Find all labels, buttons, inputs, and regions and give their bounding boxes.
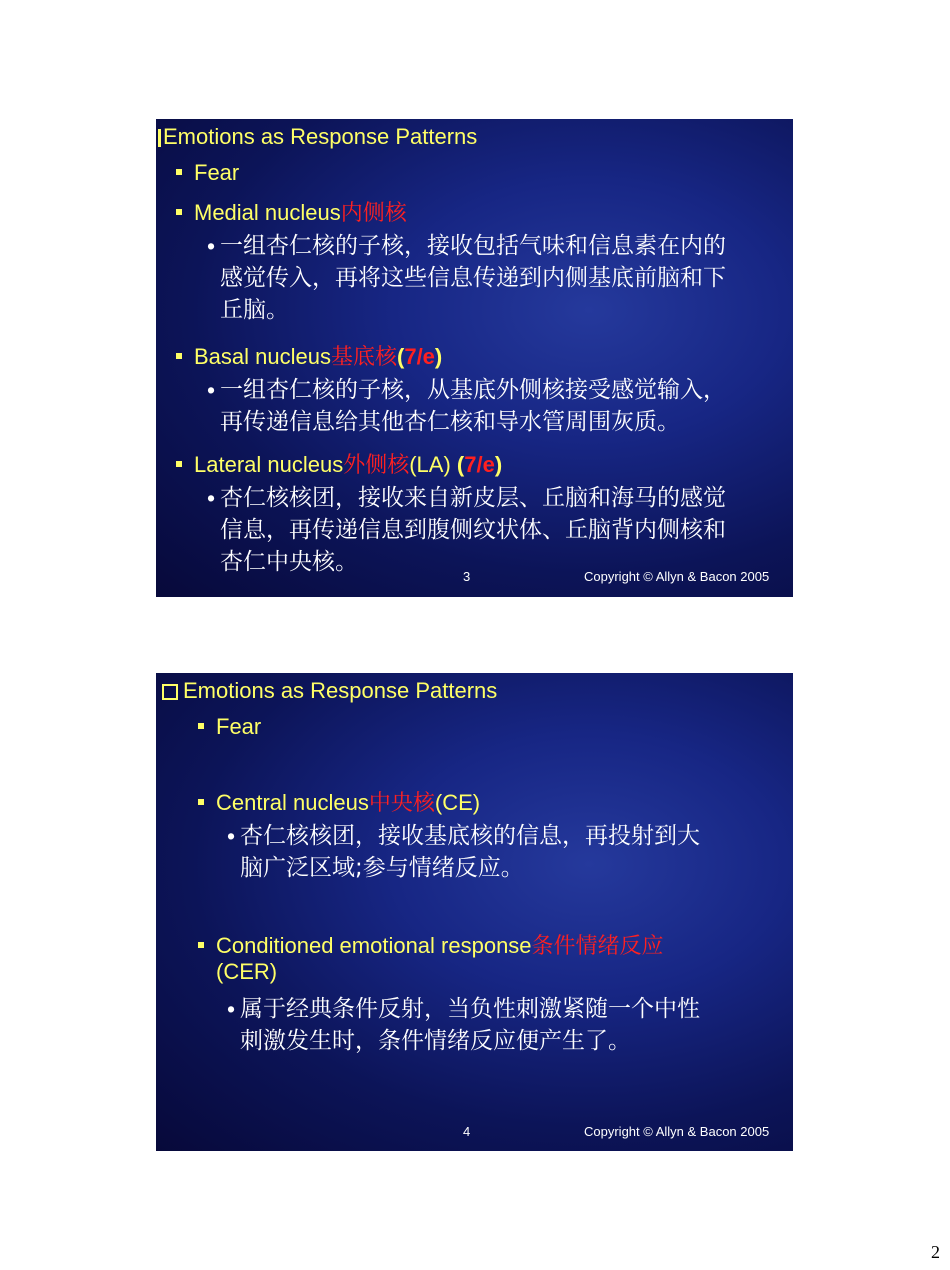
medial-zh: 内侧核 [340, 200, 407, 225]
checkbox-bullet-icon [162, 684, 178, 700]
bullet-fear [198, 714, 261, 740]
desc-line: 再传递信息给其他杏仁核和导水管周围灰质。 [220, 409, 680, 435]
desc-line: 脑广泛区域;参与情绪反应。 [240, 855, 524, 881]
paren: ) [494, 452, 503, 477]
dot-bullet-icon: • [207, 485, 216, 511]
square-bullet-icon [176, 169, 182, 175]
copyright: Copyright © Allyn & Bacon 2005 [584, 1124, 770, 1139]
bullet-bar-icon [158, 129, 161, 147]
dot-bullet-icon: • [227, 996, 236, 1022]
square-bullet-icon [198, 942, 204, 948]
central-abbr: (CE) [434, 790, 481, 815]
edition-ref: 7/e [404, 344, 435, 369]
central-en: Central nucleus [216, 790, 369, 815]
paren: ) [434, 344, 443, 369]
desc-line: 一组杏仁核的子核，从基底外侧核接受感觉输入， [220, 377, 726, 403]
lateral-abbr: (LA) [409, 452, 457, 477]
slide-title-text: Emotions as Response Patterns [183, 678, 498, 703]
desc-line: 一组杏仁核的子核，接收包括气味和信息素在内的 [220, 233, 726, 259]
bullet-central-nucleus [198, 786, 480, 817]
medial-description [207, 230, 726, 326]
cer-abbr: (CER) [216, 959, 278, 984]
basal-zh: 基底核 [330, 344, 397, 369]
desc-line: 感觉传入，再将这些信息传递到内侧基底前脑和下 [220, 265, 726, 291]
bullet-medial-nucleus [176, 196, 407, 227]
cer-en: Conditioned emotional response [216, 933, 532, 958]
slide-number: 4 [463, 1124, 471, 1139]
desc-line: 杏仁核核团，接收基底核的信息，再投射到大 [240, 823, 700, 849]
desc-line: 信息，再传递信息到腹侧纹状体、丘脑背内侧核和 [220, 517, 726, 543]
desc-line: 刺激发生时，条件情绪反应便产生了。 [240, 1028, 631, 1054]
desc-line: 属于经典条件反射，当负性刺激紧随一个中性 [240, 996, 700, 1022]
lateral-en: Lateral nucleus [194, 452, 344, 477]
medial-en: Medial nucleus [194, 200, 341, 225]
bullet-cer [198, 929, 664, 960]
bullet-basal-nucleus [176, 340, 442, 371]
desc-line: 杏仁中央核。 [220, 549, 358, 575]
basal-en: Basal nucleus [194, 344, 331, 369]
square-bullet-icon [176, 461, 182, 467]
lateral-zh: 外侧核 [343, 452, 410, 477]
dot-bullet-icon: • [227, 823, 236, 849]
slide-title [162, 678, 497, 704]
edition-ref: 7/e [464, 452, 495, 477]
slide-title-text: Emotions as Response Patterns [163, 124, 478, 149]
square-bullet-icon [176, 353, 182, 359]
slide-title [158, 124, 477, 150]
dot-bullet-icon: • [207, 377, 216, 403]
slide-4 [156, 673, 793, 1151]
basal-description [207, 374, 726, 438]
dot-bullet-icon: • [207, 233, 216, 259]
square-bullet-icon [198, 723, 204, 729]
page-number: 2 [931, 1242, 940, 1262]
central-zh: 中央核 [368, 790, 435, 815]
slide-number: 3 [463, 569, 471, 584]
cer-zh: 条件情绪反应 [531, 933, 664, 958]
paren: ( [456, 452, 465, 477]
lateral-description [207, 482, 726, 578]
desc-line: 杏仁核核团，接收来自新皮层、丘脑和海马的感觉 [220, 485, 726, 511]
bullet-fear-text: Fear [216, 714, 262, 739]
bullet-lateral-nucleus [176, 448, 502, 479]
paren: ( [397, 344, 405, 369]
desc-line: 丘脑。 [220, 297, 289, 323]
square-bullet-icon [198, 799, 204, 805]
cer-description [227, 993, 700, 1057]
slide-3 [156, 119, 793, 597]
central-description [227, 820, 700, 884]
bullet-fear-text: Fear [194, 160, 240, 185]
bullet-fear [176, 160, 239, 186]
square-bullet-icon [176, 209, 182, 215]
copyright: Copyright © Allyn & Bacon 2005 [584, 569, 770, 584]
